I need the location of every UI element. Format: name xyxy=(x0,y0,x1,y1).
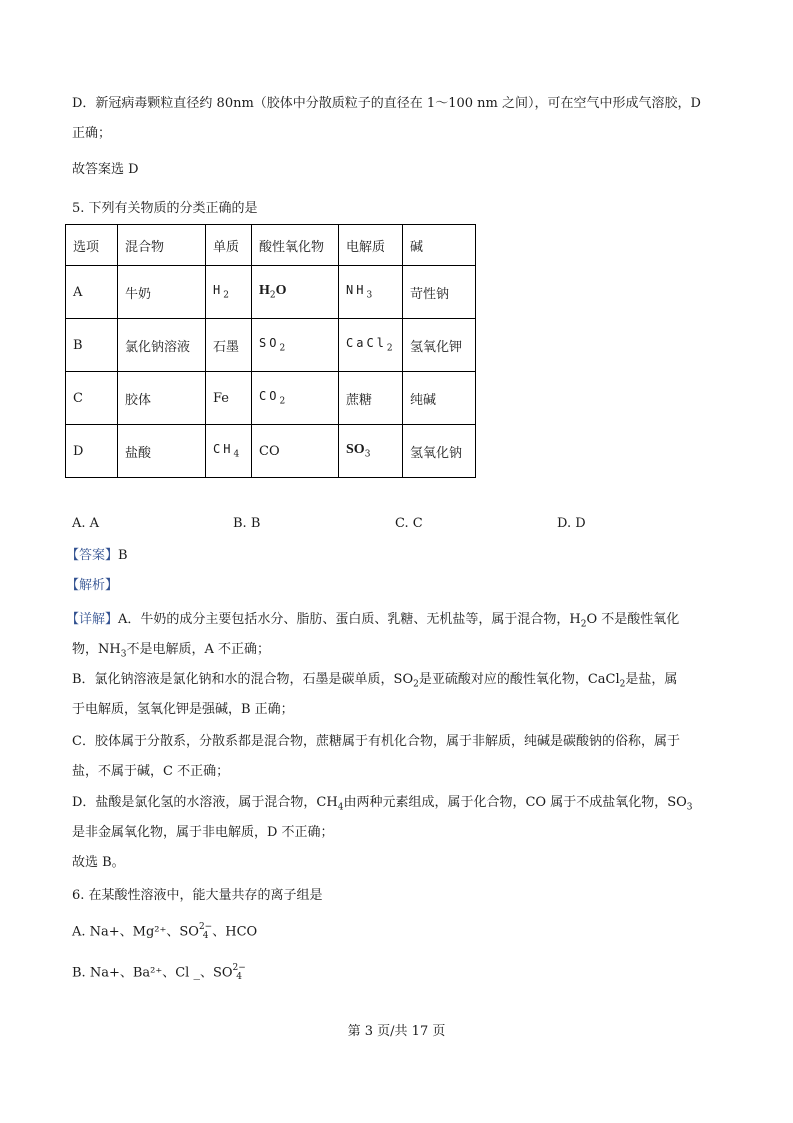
formula-subscript: 3 xyxy=(366,290,373,301)
answer-tag: 【答案】 xyxy=(66,548,119,563)
table-cell-electrolyte xyxy=(339,266,403,319)
detail-d-line-2: 是非金属氧化物，属于非电解质，D 不正确； xyxy=(72,825,334,840)
option-c: C. C xyxy=(395,516,423,531)
page-footer: 第 3 页/共 17 页 xyxy=(347,1024,446,1039)
prev-answer-conclusion: 故答案选 D xyxy=(72,162,139,177)
table-cell-electrolyte xyxy=(339,372,403,425)
table-cell-base: 氢氧化钾 xyxy=(403,319,476,372)
table-row xyxy=(66,266,476,319)
table-header-cell: 酸性氧化物 xyxy=(252,225,339,266)
q5-stem: 5. 下列有关物质的分类正确的是 xyxy=(72,201,258,216)
detail-c-line-1: C．胶体属于分散系，分散系都是混合物，蔗糖属于有机化合物，属于非解质，纯碱是碳酸钠的俗称，属于 xyxy=(72,734,680,749)
classification-table xyxy=(65,224,476,478)
detail-b-line-1: B．氯化钠溶液是氯化钠和水的混合物，石墨是碳单质，$SO_2$是亚硫酸对应的酸性氧化物，CaCl$_2$是盐，属 xyxy=(72,672,678,690)
table-row xyxy=(66,425,476,478)
formula: H xyxy=(213,283,224,298)
table-cell-base: 苛性钠 xyxy=(403,266,476,319)
table-cell-option: C xyxy=(66,372,118,425)
formula: Fe xyxy=(213,390,230,406)
analysis-tag: 【解析】 xyxy=(66,578,119,593)
formula-subscript: 2 xyxy=(279,343,286,354)
formula: CH xyxy=(213,442,234,457)
table-header-cell: 选项 xyxy=(66,225,118,266)
formula: 蔗糖 xyxy=(346,392,373,408)
table-header-cell: 单质 xyxy=(206,225,252,266)
table-header-row xyxy=(66,225,476,266)
detail-b-line-2: 于电解质，氢氧化钾是强碱，B 正确； xyxy=(72,702,294,717)
table-cell-electrolyte xyxy=(339,319,403,372)
table-cell-option: A xyxy=(66,266,118,319)
answer-value: B xyxy=(118,548,128,563)
formula-subscript: 2 xyxy=(386,343,393,354)
formula-subscript: 2 xyxy=(269,290,276,301)
table-cell-acid-oxide xyxy=(252,266,339,319)
q6-option-b: B. Na+、Ba²⁺、Cl _、SO 2− 4 xyxy=(72,963,246,982)
formula-subscript: 4 xyxy=(233,449,240,460)
table-cell-mixture: 氯化钠溶液 xyxy=(118,319,206,372)
q6-option-a: A. Na+、Mg²⁺、SO 2− 4 、HCO xyxy=(72,922,258,941)
table-cell-mixture: 盐酸 xyxy=(118,425,206,478)
prev-answer-line-2: 正确； xyxy=(72,126,112,141)
formula: CO xyxy=(259,443,280,459)
option-d: D. D xyxy=(557,516,586,531)
table-cell-acid-oxide xyxy=(252,372,339,425)
detail-c-line-2: 盐，不属于碱，C 不正确； xyxy=(72,764,230,779)
table-cell-element xyxy=(206,372,252,425)
formula: NH xyxy=(346,283,367,298)
table-cell-option: D xyxy=(66,425,118,478)
detail-tag: 【详解】 xyxy=(66,612,119,627)
detail-a-line-1: 【详解】A．牛奶的成分主要包括水分、脂肪、蛋白质、乳糖、无机盐等，属于混合物，$H_2O$ 不是酸性氧化 xyxy=(66,612,680,630)
table-header-cell: 混合物 xyxy=(118,225,206,266)
formula: H xyxy=(259,283,270,299)
table-cell-base: 纯碱 xyxy=(403,372,476,425)
formula: 石墨 xyxy=(213,339,240,355)
prev-answer-line-1: D．新冠病毒颗粒直径约 80nm（胶体中分散质粒子的直径在 1～100 nm 之间），可在空气中形成气溶胶，D xyxy=(72,96,701,111)
formula: SO xyxy=(346,442,365,458)
formula-subscript: 2 xyxy=(223,290,229,301)
option-b: B. B xyxy=(233,516,261,531)
table-cell-option: B xyxy=(66,319,118,372)
table-cell-acid-oxide xyxy=(252,319,339,372)
table-cell-element xyxy=(206,266,252,319)
detail-conclusion: 故选 B。 xyxy=(72,855,125,870)
table-cell-element xyxy=(206,319,252,372)
q6-stem: 6. 在某酸性溶液中，能大量共存的离子组是 xyxy=(72,888,323,903)
table-row xyxy=(66,319,476,372)
table-cell-element xyxy=(206,425,252,478)
formula-subscript: 3 xyxy=(364,449,371,460)
table-cell-mixture: 牛奶 xyxy=(118,266,206,319)
option-a: A. A xyxy=(72,516,100,531)
table-cell-electrolyte xyxy=(339,425,403,478)
formula: CaCl xyxy=(346,336,387,351)
formula: CO xyxy=(259,389,280,404)
detail-a-line-2: 物，$NH_3$不是电解质，A 不正确； xyxy=(72,642,270,660)
table-cell-base: 氢氧化钠 xyxy=(403,425,476,478)
answer-line xyxy=(66,547,128,565)
table-header-cell: 电解质 xyxy=(339,225,403,266)
table-cell-acid-oxide xyxy=(252,425,339,478)
table-cell-mixture: 胶体 xyxy=(118,372,206,425)
detail-d-line-1: D．盐酸是氯化氢的水溶液，属于混合物，$CH_4$由两种元素组成，属于化合物，CO 属于不成盐氧化物，$SO_3$ xyxy=(72,795,693,813)
table-row xyxy=(66,372,476,425)
table-header-cell: 碱 xyxy=(403,225,476,266)
formula: SO xyxy=(259,336,280,351)
formula-subscript: 2 xyxy=(279,396,286,407)
formula-tail: O xyxy=(275,283,287,299)
